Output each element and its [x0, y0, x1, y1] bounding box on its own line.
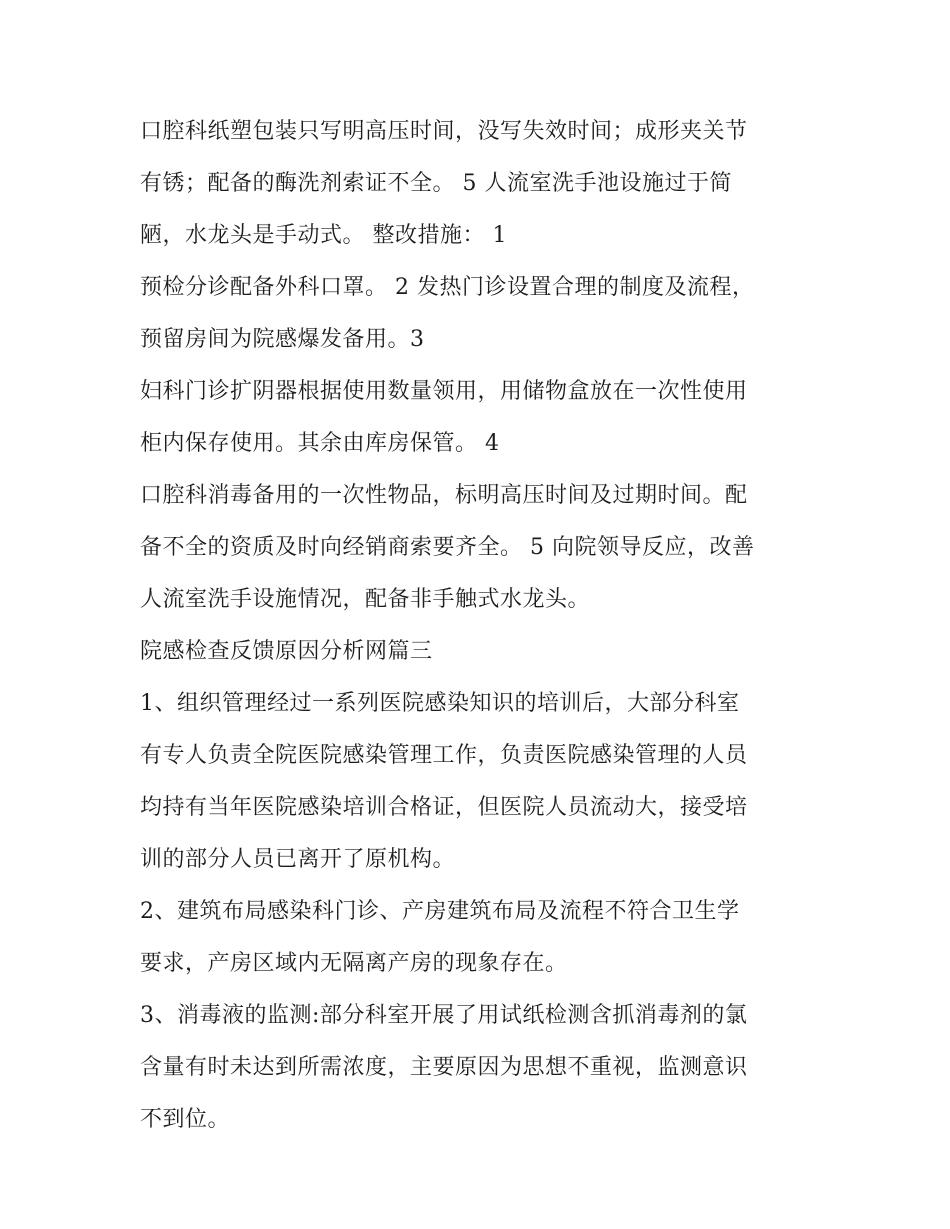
text-line: 3、消毒液的监测:部分科室开展了用试纸检测含抓消毒剂的氯 [140, 1003, 748, 1028]
text-line: 均持有当年医院感染培训合格证，但医院人员流动大，接受培 [140, 795, 748, 820]
text-line: 训的部分人员已离开了原机构。 [140, 847, 456, 872]
text-line: 口腔科纸塑包装只写明高压时间，没写失效时间；成形夹关节 [140, 119, 748, 144]
text-line: 有锈；配备的酶洗剂索证不全。 5 人流室洗手池设施过于简 [140, 171, 732, 196]
text-line: 预检分诊配备外科口罩。 2 发热门诊设置合理的制度及流程， [140, 275, 755, 300]
text-line: 妇科门诊扩阴器根据使用数量领用，用储物盒放在一次性使用 [140, 379, 748, 404]
text-line: 预留房间为院感爆发备用。3 [140, 327, 425, 352]
text-line: 2、建筑布局感染科门诊、产房建筑布局及流程不符合卫生学 [140, 899, 740, 924]
text-line: 不到位。 [140, 1107, 231, 1132]
text-line: 有专人负责全院医院感染管理工作，负责医院感染管理的人员 [140, 743, 748, 768]
text-line: 柜内保存使用。其余由库房保管。 4 [140, 431, 500, 456]
text-line: 要求，产房区域内无隔离产房的现象存在。 [140, 951, 568, 976]
text-line: 1、组织管理经过一系列医院感染知识的培训后，大部分科室 [140, 691, 740, 716]
text-line: 陋，水龙头是手动式。 整改措施： 1 [140, 223, 507, 248]
section-heading: 院感检查反馈原因分析网篇三 [140, 639, 433, 664]
document-body [140, 106, 820, 1146]
text-line: 含量有时未达到所需浓度，主要原因为思想不重视，监测意识 [140, 1055, 748, 1080]
text-line: 备不全的资质及时向经销商索要齐全。 5 向院领导反应，改善 [140, 535, 755, 560]
text-line: 口腔科消毒备用的一次性物品，标明高压时间及过期时间。配 [140, 483, 748, 508]
text-line: 人流室洗手设施情况，配备非手触式水龙头。 [140, 587, 591, 612]
